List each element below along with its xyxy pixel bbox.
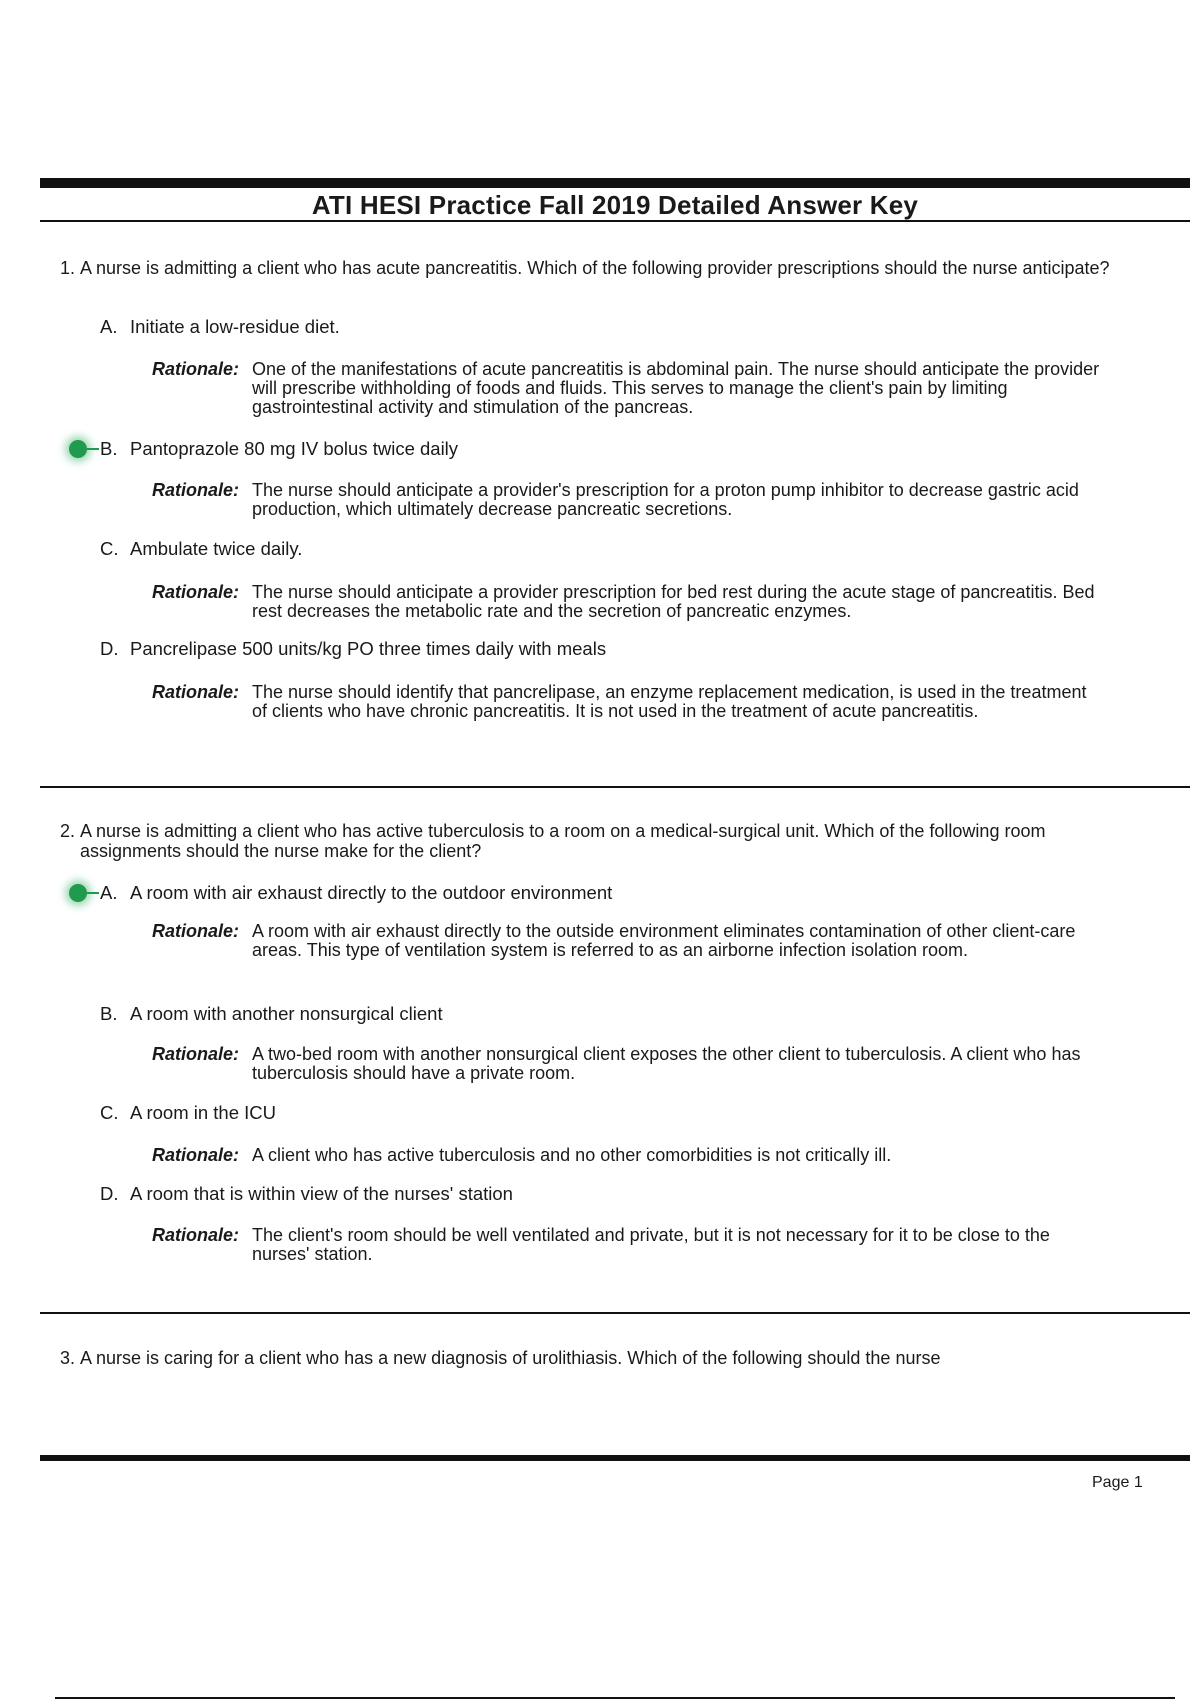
option-text: A room in the ICU (130, 1102, 277, 1123)
rationale (152, 583, 1102, 621)
question-stem (60, 821, 1110, 861)
rationale-label: Rationale: (152, 1145, 240, 1165)
rationale-text: A two-bed room with another nonsurgical client exposes the other client to tuberculosis. A client who has tuberculosis should have a private room. (252, 1044, 1081, 1083)
option-text: Ambulate twice daily. (130, 538, 303, 559)
answer-option[interactable] (100, 1102, 276, 1124)
option-text: A room with another nonsurgical client (130, 1003, 443, 1024)
answer-option-selected[interactable] (100, 438, 458, 460)
bottom-rule (55, 1697, 1175, 1699)
page-title: ATI HESI Practice Fall 2019 Detailed Answer Key (311, 190, 919, 220)
option-letter: B. (100, 1003, 118, 1024)
question-number: 2. (60, 821, 76, 841)
answer-option[interactable] (100, 638, 606, 660)
rationale-text: The nurse should identify that pancrelipase, an enzyme replacement medication, is used in the treatment of clients who have chronic pancreatitis. It is not used in the treatment of acute pancreatitis. (252, 682, 1087, 721)
page-number: Page 1 (1092, 1474, 1143, 1491)
answer-option[interactable] (100, 1003, 443, 1025)
rationale (152, 360, 1102, 417)
rationale-text: The nurse should anticipate a provider's prescription for a proton pump inhibitor to decrease gastric acid production, which ultimately decrease pancreatic secretions. (252, 480, 1079, 519)
option-letter: A. (100, 882, 118, 903)
rationale-label: Rationale: (152, 480, 240, 500)
rationale (152, 481, 1102, 519)
option-letter: C. (100, 1102, 119, 1123)
selected-answer-marker-icon (69, 884, 87, 902)
answer-option-selected[interactable] (100, 882, 612, 904)
rationale-text: A room with air exhaust directly to the outside environment eliminates contamination of other client-care areas. This type of ventilation system is referred to as an airborne infection isolation room. (252, 921, 1076, 960)
rationale (152, 922, 1102, 960)
header-top-rule (40, 178, 1190, 188)
rationale-text: The nurse should anticipate a provider prescription for bed rest during the acute stage of pancreatitis. Bed rest decreases the metabolic rate and the secretion of pancreatic enzymes. (252, 582, 1095, 621)
question-stem (60, 258, 1110, 278)
option-letter: D. (100, 1183, 119, 1204)
rationale-label: Rationale: (152, 359, 240, 379)
rationale-label: Rationale: (152, 582, 240, 602)
answer-option[interactable] (100, 1183, 513, 1205)
question-number: 3. (60, 1348, 76, 1368)
header-bottom-rule (40, 220, 1190, 222)
option-letter: A. (100, 316, 118, 337)
option-text: A room with air exhaust directly to the outdoor environment (130, 882, 613, 903)
footer-rule (40, 1455, 1190, 1461)
rationale-label: Rationale: (152, 921, 240, 941)
option-text: Pancrelipase 500 units/kg PO three times daily with meals (130, 638, 607, 659)
rationale (152, 1045, 1102, 1083)
selected-answer-pointer-icon (87, 448, 99, 450)
question-text: A nurse is caring for a client who has a new diagnosis of urolithiasis. Which of the following should the nurse (80, 1348, 941, 1368)
option-letter: B. (100, 438, 118, 459)
rationale-label: Rationale: (152, 682, 240, 702)
answer-option[interactable] (100, 538, 302, 560)
rationale (152, 1146, 1102, 1165)
option-text: A room that is within view of the nurses' station (130, 1183, 513, 1204)
rationale-text: A client who has active tuberculosis and no other comorbidities is not critically ill. (252, 1145, 892, 1165)
question-number: 1. (60, 258, 76, 278)
question-divider (40, 786, 1190, 788)
selected-answer-pointer-icon (87, 892, 99, 894)
option-text: Initiate a low-residue diet. (130, 316, 340, 337)
question-stem (60, 1348, 1110, 1368)
answer-option[interactable] (100, 316, 340, 338)
option-text: Pantoprazole 80 mg IV bolus twice daily (130, 438, 459, 459)
option-letter: C. (100, 538, 119, 559)
rationale-text: One of the manifestations of acute pancreatitis is abdominal pain. The nurse should anticipate the provider will prescribe withholding of foods and fluids. This serves to manage the client's pain by limiting gastrointestinal activity and stimulation of the pancreas. (252, 359, 1100, 417)
rationale-label: Rationale: (152, 1225, 240, 1245)
question-text: A nurse is admitting a client who has active tuberculosis to a room on a medical-surgical unit. Which of the following room assignments should the nurse make for the client? (80, 821, 1046, 861)
selected-answer-marker-icon (69, 440, 87, 458)
option-letter: D. (100, 638, 119, 659)
rationale (152, 1226, 1102, 1264)
rationale-text: The client's room should be well ventilated and private, but it is not necessary for it to be close to the nurses' station. (252, 1225, 1050, 1264)
question-text: A nurse is admitting a client who has acute pancreatitis. Which of the following provider prescriptions should the nurse anticipate? (80, 258, 1110, 278)
rationale (152, 683, 1102, 721)
rationale-label: Rationale: (152, 1044, 240, 1064)
question-divider (40, 1312, 1190, 1314)
